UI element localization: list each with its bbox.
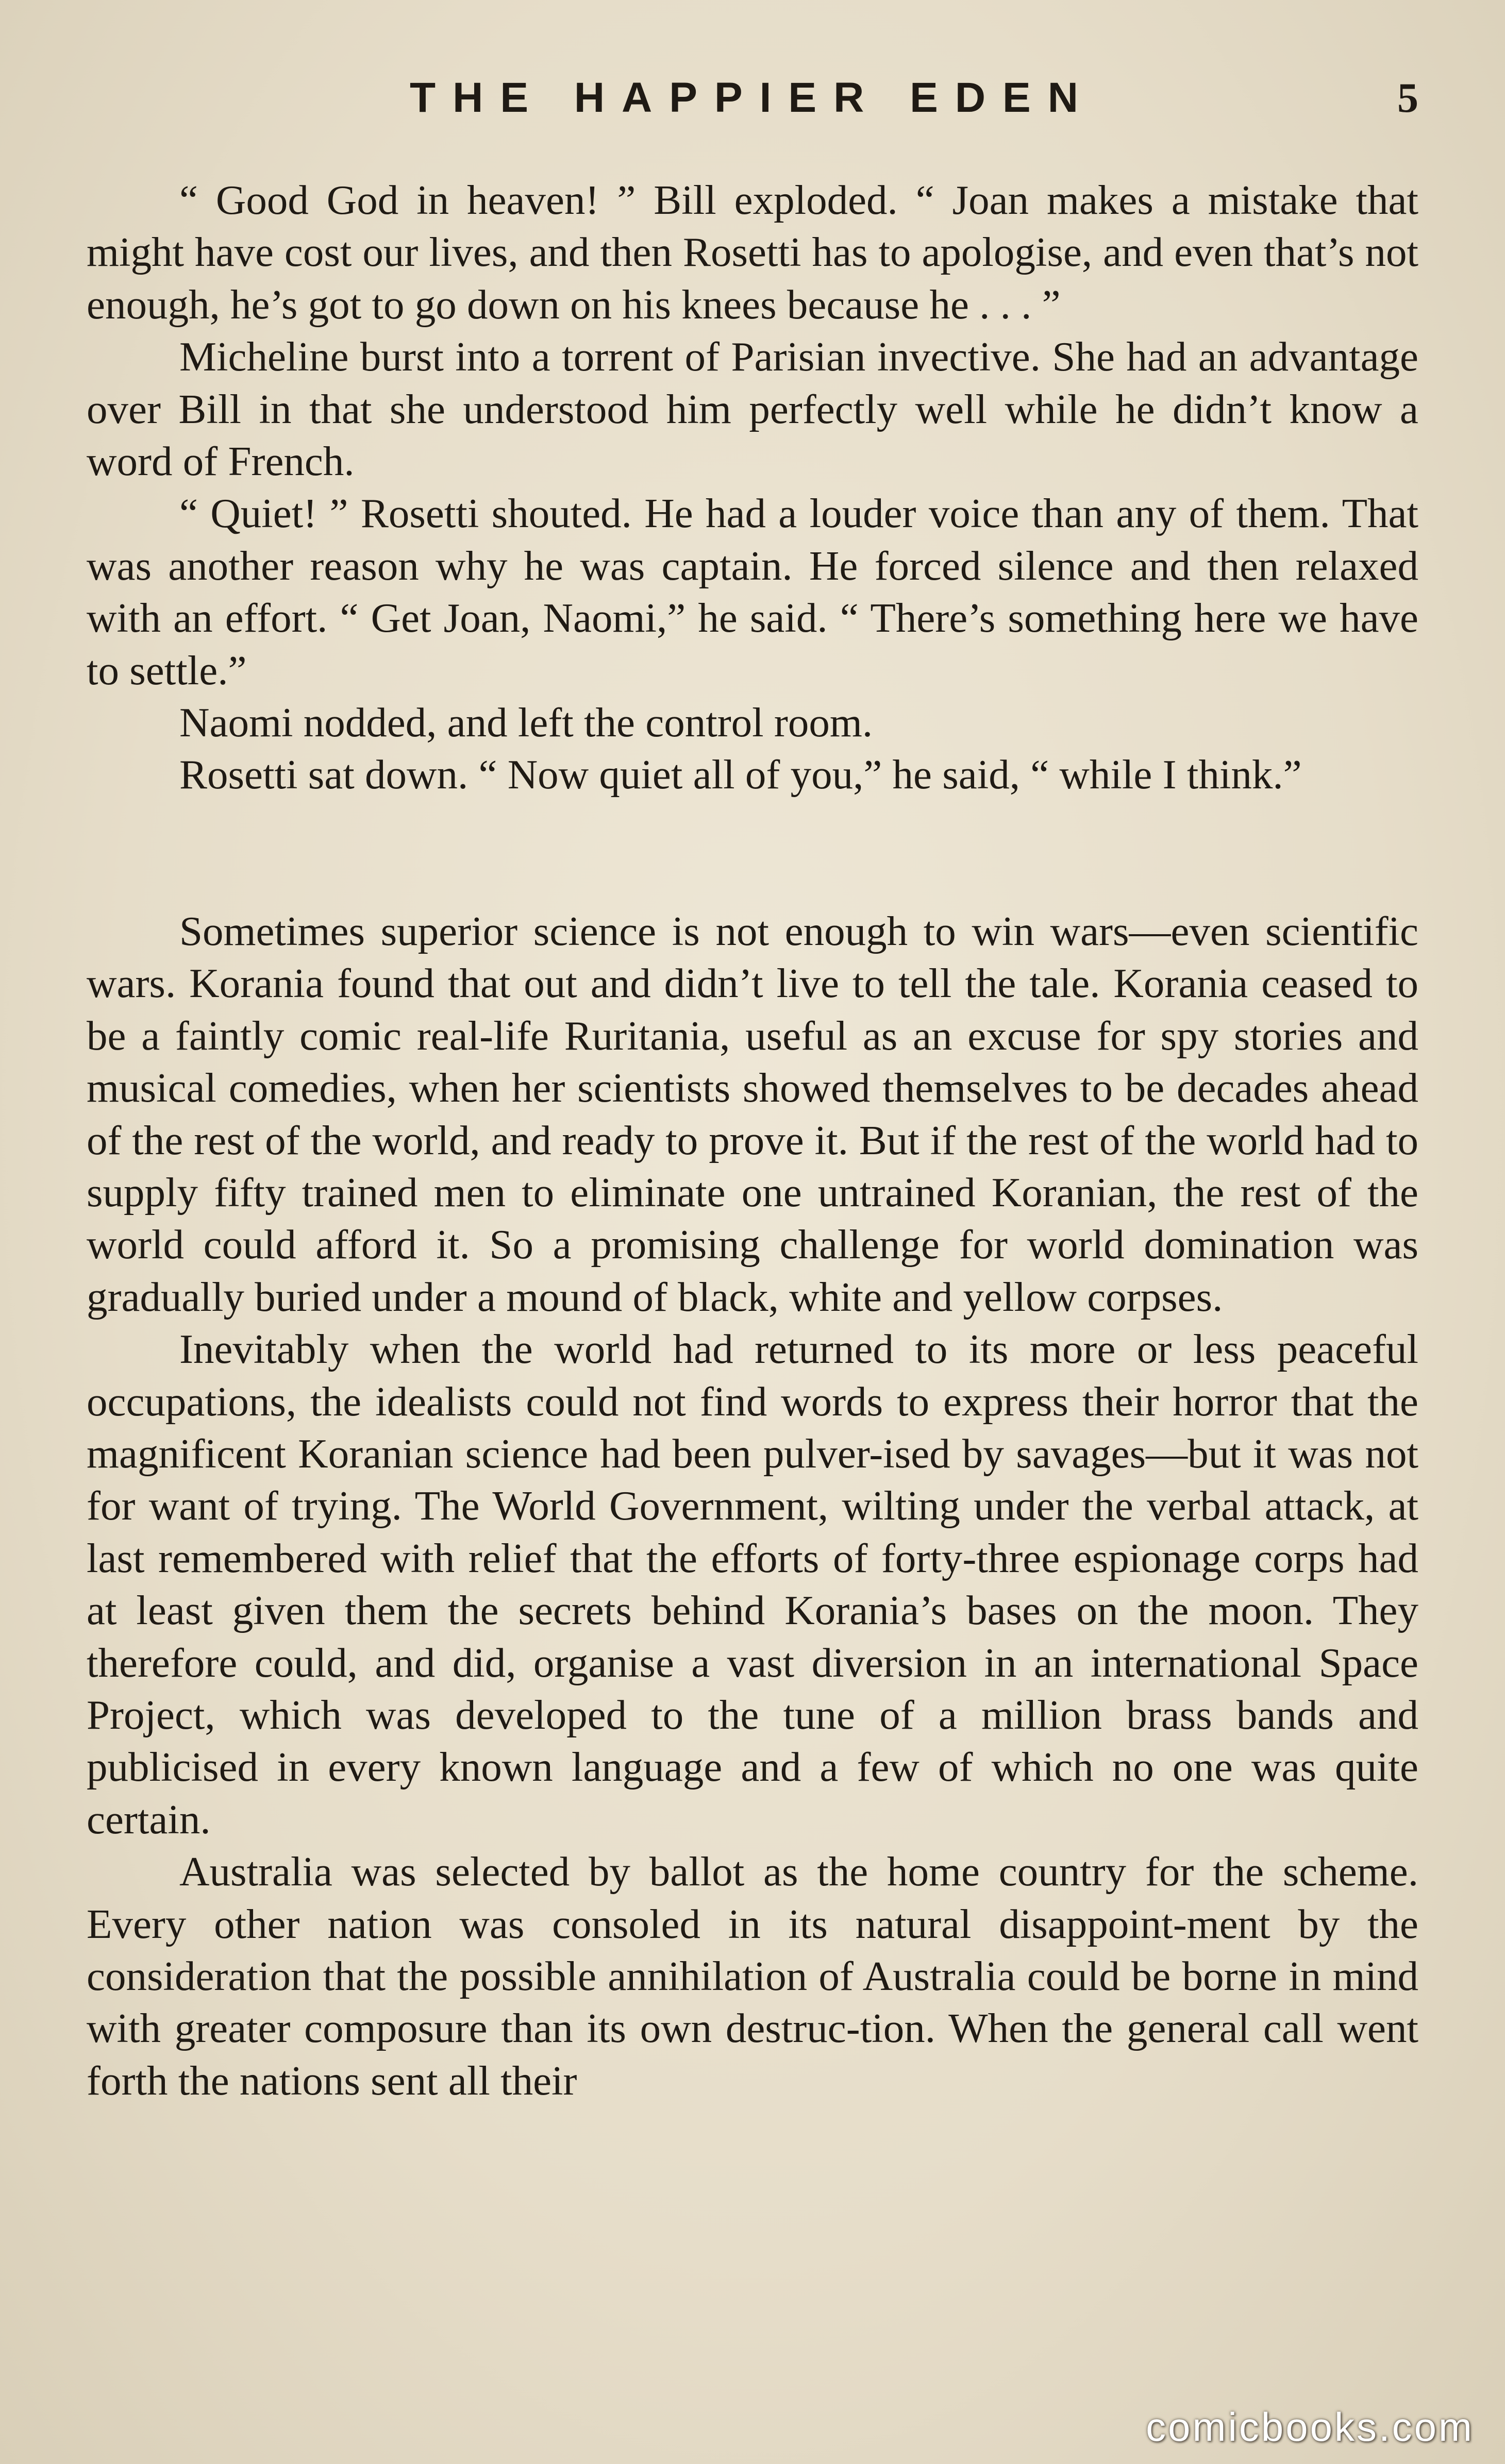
paragraph: Naomi nodded, and left the control room. bbox=[179, 699, 873, 746]
page-number: 5 bbox=[1397, 74, 1418, 121]
paragraph: Inevitably when the world had returned to its more or less peaceful occupations, the idealists could not find words to express their horror that the magnificent Koranian science had been pulver-ised by savages—but it was not for want of trying. The World Government, wilting under the verbal attack, at last remembered with relief that the efforts of forty-three espionage corps had at least given them the secrets behind Korania’s bases on the moon. They therefore could, and did, organise a vast diversion in an international Space Project, which was developed to the tune of a million brass bands and publicised in every known language and a few of which no one was quite certain. bbox=[87, 1326, 1418, 1843]
paragraph: Micheline burst into a torrent of Parisian invective. She had an advantage over Bill in that she understood him perfectly well while he didn’t know a word of French. bbox=[87, 333, 1418, 485]
section-break bbox=[87, 801, 1418, 905]
paragraph: “ Good God in heaven! ” Bill exploded. “ Joan makes a mistake that might have cost our lives, and then Rosetti has to apologise, and even that’s not enough, he’s got to go down on his knees because he . . . ” bbox=[87, 177, 1418, 328]
paragraph: Sometimes superior science is not enough to win wars—even scientific wars. Korania found that out and didn’t live to tell the tale. Korania ceased to be a faintly comic real-life Ruritania, useful as an excuse for spy stories and musical comedies, when her scientists showed themselves to be decades ahead of the rest of the world, and ready to prove it. But if the rest of the world had to supply fifty trained men to eliminate one untrained Koranian, the rest of the world could afford it. So a promising challenge for world domination was gradually buried under a mound of black, white and yellow corpses. bbox=[87, 907, 1418, 1320]
site-watermark: comicbooks.com bbox=[1146, 2404, 1474, 2450]
page-body bbox=[87, 174, 1418, 2107]
paragraph: “ Quiet! ” Rosetti shouted. He had a louder voice than any of them. That was another reason why he was captain. He forced silence and then relaxed with an effort. “ Get Joan, Naomi,” he said. “ There’s something here we have to settle.” bbox=[87, 490, 1418, 694]
running-title: THE HAPPIER EDEN bbox=[410, 74, 1095, 121]
page-header bbox=[87, 67, 1418, 129]
paragraph: Rosetti sat down. “ Now quiet all of you,” he said, “ while I think.” bbox=[179, 751, 1302, 798]
paragraph: Australia was selected by ballot as the home country for the scheme. Every other nation was consoled in its natural disappoint-ment by the consideration that the possible annihilation of Australia could be borne in mind with greater composure than its own destruc-tion. When the general call went forth the nations sent all their bbox=[87, 1848, 1418, 2104]
